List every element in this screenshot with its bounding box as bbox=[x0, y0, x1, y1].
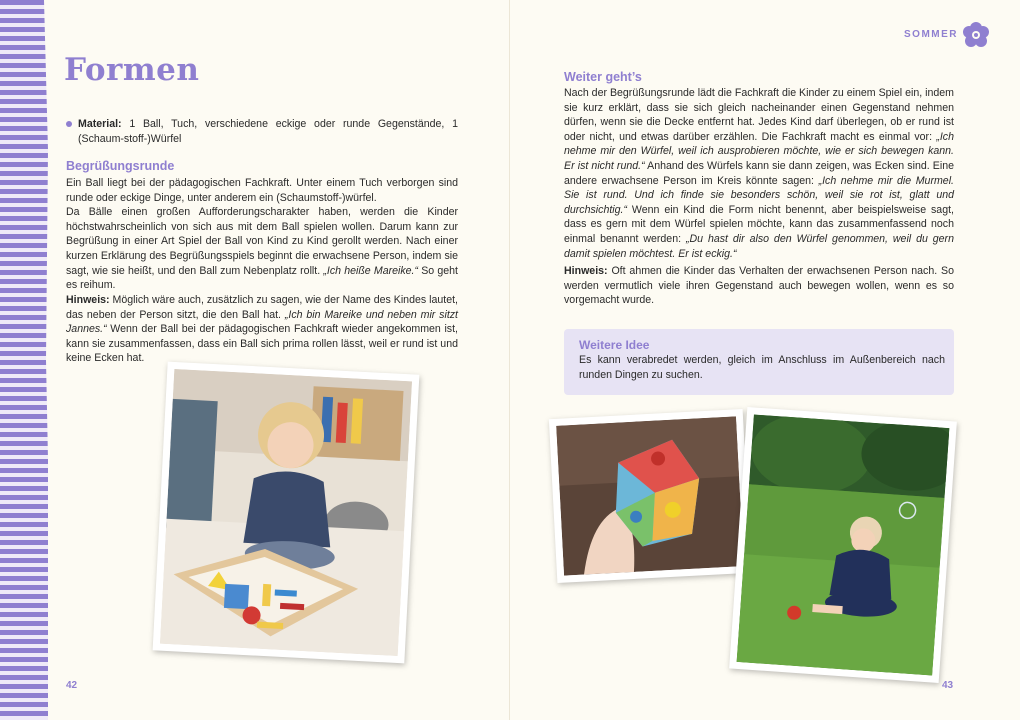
continue-quote-2: „Ich nehme mir die Murmel. Sie ist rund. Und ich finde sie besonders schön, weil sie rot ist, glatt und durchsichtig.“ bbox=[564, 174, 954, 216]
material-text: 1 Ball, Tuch, verschiedene eckige oder runde Gegenstände, 1 (Schaum-stoff-)Würfel bbox=[78, 118, 459, 145]
bullet-dot-icon bbox=[66, 121, 72, 127]
page-title: Formen bbox=[64, 52, 200, 88]
flower-icon bbox=[961, 21, 991, 51]
greeting-paragraph-2 bbox=[66, 205, 458, 293]
page-number-left: 42 bbox=[66, 680, 78, 691]
right-hint-text: Oft ahmen die Kinder das Verhalten der erwachsenen Person nach. So werden vermutlich viele ihren Gegenstand auch bewegen wollen, wenn es so vorgemacht wurde. bbox=[564, 265, 954, 307]
photo-toddler-tray-image bbox=[160, 369, 412, 656]
left-hint-end: Wenn der Ball bei der pädagogischen Fachkraft wieder angekommen ist, kann sie zusammenfassen, dass ein Ball sich prima rollen lässt, weil er rund ist und keine Ecken hat. bbox=[66, 323, 458, 365]
continue-quote-1: „Ich nehme mir den Würfel, weil ich ausprobieren möchte, wie er sich bewegen kann. Er ist nicht rund.“ bbox=[564, 130, 954, 172]
greeting-p2-start: Da Bälle einen großen Aufforderungscharakter haben, werden die Kinder höchstwahrscheinlich von sich aus mit dem Ball spielen wollen. Darum kann zur Begrüßung in einer Art Spiel der Ball von Kind zu Kind gerollt werden. Nach einer kurzen Erklärung des Begrüßungsspiels beginnt die erwachsene Person, indem sie sagt, wie sie heißt, und den Ball zum Nebenplatz rollt. bbox=[66, 206, 458, 277]
photo-crochet-cube-image bbox=[556, 416, 744, 575]
continue-text-3: Wenn ein Kind die Form nicht benennt, aber beispielsweise sagt, dass es gern mit dem Würfel spielen möchte, kann das zusammenfassend noch einmal benannt werden: bbox=[564, 203, 954, 245]
season-label: SOMMER bbox=[904, 29, 958, 40]
photo-toddler-tray bbox=[153, 362, 420, 664]
idea-title: Weitere Idee bbox=[579, 338, 650, 352]
photo-baby-grass-image bbox=[737, 414, 950, 675]
idea-box bbox=[564, 329, 954, 395]
continue-paragraph bbox=[564, 86, 954, 261]
greeting-heading: Begrüßungsrunde bbox=[66, 159, 175, 173]
photo-baby-grass bbox=[729, 407, 957, 683]
page-gutter bbox=[509, 0, 510, 720]
page-number-right: 43 bbox=[942, 680, 954, 691]
continue-heading: Weiter geht’s bbox=[564, 70, 642, 84]
photo-crochet-cube bbox=[549, 409, 751, 583]
right-hint-label: Hinweis: bbox=[564, 265, 608, 277]
greeting-paragraph-1: Ein Ball liegt bei der pädagogischen Fachkraft. Unter einem Tuch verborgen sind runde oder eckige Dinge, unter anderem ein (Schaumstoff-)würfel. bbox=[66, 177, 458, 204]
idea-text: Es kann verabredet werden, gleich im Anschluss im Außenbereich nach runden Dingen zu suchen. bbox=[579, 354, 945, 381]
greeting-p2-end: So geht es reihum. bbox=[66, 264, 458, 292]
continue-quote-3: „Du hast dir also den Würfel genommen, weil du gern damit spielen möchtest. Er ist eckig.“ bbox=[564, 232, 954, 260]
left-hint-start: Möglich wäre auch, zusätzlich zu sagen, wie der Name des Kindes lautet, das neben der Person sitzt, die den Ball hat. bbox=[66, 294, 458, 321]
material-label: Material: bbox=[78, 118, 122, 130]
greeting-text bbox=[66, 176, 458, 293]
continue-text-1: Nach der Begrüßungsrunde lädt die Fachkraft die Kinder zu einem Spiel ein, indem sie kurz erklärt, dass sie sich gleich nacheinander einen Gegenstand nehmen dürfen, wenn sie die Decke entfernt hat. Jedes Kind darf überlegen, ob er rund ist oder nicht, und etwas darüber erzählen. Die Fachkraft macht es einmal vor: bbox=[564, 87, 954, 143]
continue-text-2: Anhand des Würfels kann sie dann zeigen, was Ecken sind. Eine andere erwachsene Person im Kreis könnte sagen: bbox=[564, 159, 954, 187]
left-hint-paragraph bbox=[66, 293, 458, 366]
left-hint-label: Hinweis: bbox=[66, 294, 110, 306]
decorative-stripe-band bbox=[0, 0, 48, 720]
material-bullet bbox=[66, 117, 458, 146]
material-line bbox=[78, 117, 458, 146]
left-hint-quote: „Ich bin Mareike und neben mir sitzt Jannes.“ bbox=[66, 308, 459, 336]
greeting-p2-quote: „Ich heiße Mareike.“ bbox=[323, 264, 419, 277]
right-hint-paragraph bbox=[564, 264, 954, 308]
